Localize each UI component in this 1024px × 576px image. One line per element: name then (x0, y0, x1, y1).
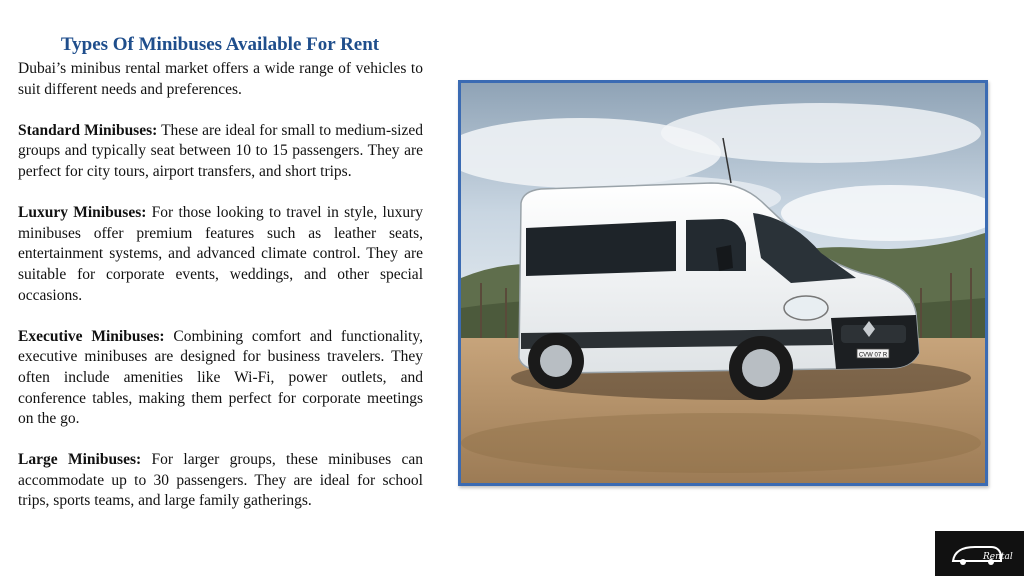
page-title: Types Of Minibuses Available For Rent (60, 34, 380, 55)
section-luxury (18, 203, 423, 306)
section-heading: Executive Minibuses: (18, 327, 165, 345)
section-large (18, 450, 423, 512)
section-heading: Luxury Minibuses: (18, 204, 147, 222)
section-heading: Large Minibuses: (18, 451, 142, 469)
section-executive (18, 327, 423, 430)
headlight (784, 296, 828, 320)
section-text: For larger groups, these minibuses can accommodate up to 30 passengers. They are ideal for school trips, sports teams, and large family gatherings. (18, 451, 423, 510)
section-text: Combining comfort and functionality, executive minibuses are designed for business travelers. They often include amenities like Wi-Fi, power outlets, and conference tables, making them perfect for corporate meetings on the go. (18, 327, 423, 428)
side-window (526, 221, 676, 276)
section-text: These are ideal for small to medium-sized groups and typically seat between 10 to 15 passengers. They are perfect for city tours, airport transfers, and short trips. (18, 121, 423, 180)
section-text: For those looking to travel in style, luxury minibuses offer premium features such as leather seats, entertainment systems, and advanced climate control. They are suitable for corporate events, weddings, and other special occasions. (18, 204, 423, 304)
intro-paragraph: Dubai’s minibus rental market offers a wide range of vehicles to suit different needs and preferences. (18, 60, 423, 98)
company-logo (935, 531, 1024, 576)
section-standard (18, 121, 423, 183)
section-heading: Standard Minibuses: (18, 121, 158, 139)
license-plate: CVW 07 R (858, 352, 888, 359)
minibus-photo (458, 80, 988, 486)
article-body (18, 59, 423, 533)
logo-text: Rental (983, 552, 1013, 562)
minibus-illustration (461, 83, 985, 483)
